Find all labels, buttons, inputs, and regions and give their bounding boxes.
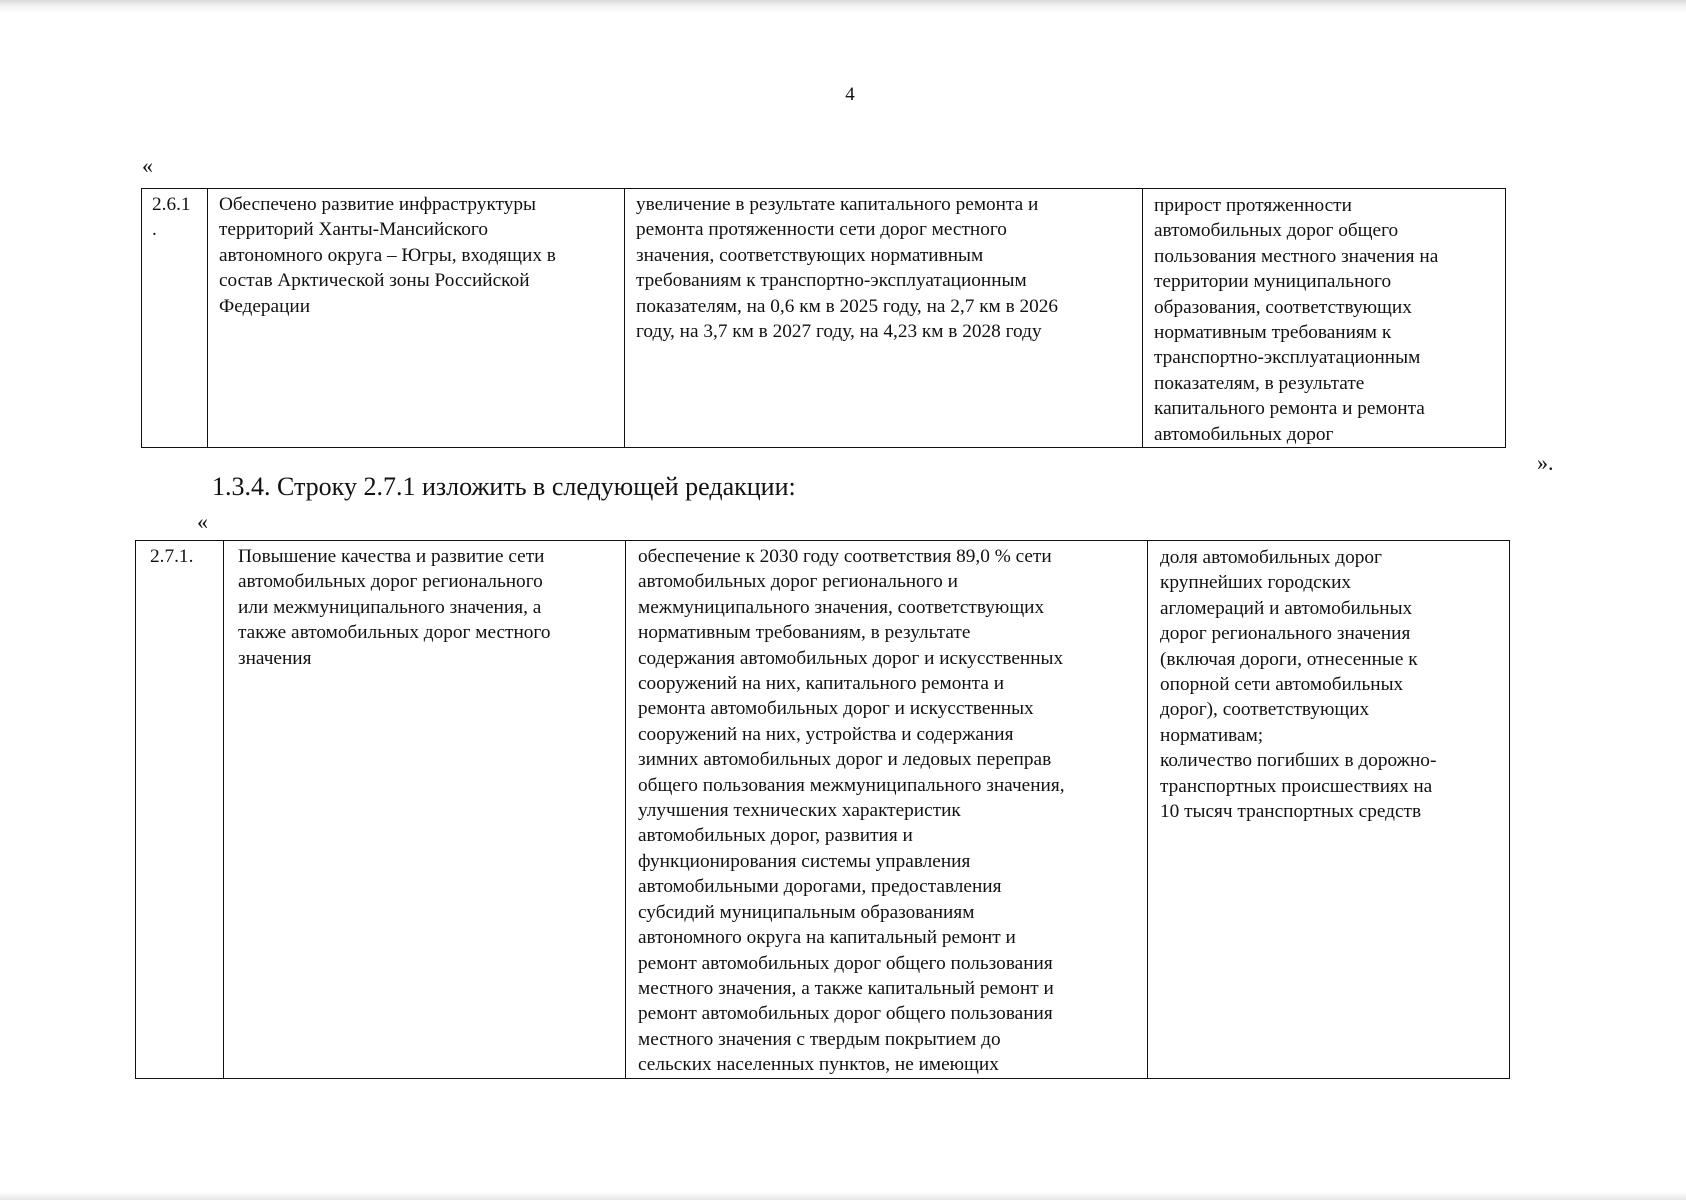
- table-row-2-7-1: [135, 540, 1510, 1079]
- scan-edge-bottom: [0, 1192, 1686, 1200]
- row-number-cell: [136, 541, 224, 1079]
- opening-quote-2: «: [197, 509, 208, 534]
- indicator-cell: [1148, 541, 1510, 1079]
- result-text: обеспечение к 2030 году соответствия 89,0 % сети автомобильных дорог регионального и межмуниципального значения, соответствующих нормативным требованиям, в результате содержания автомобильных дорог и искусственных сооружений на них, капитального ремонта и ремонта автомобильных дорог и искусственных сооружений на них, устройства и содержания зимних автомобильных дорог и ледовых переправ общего пользования межмуниципального значения, улучшения технических характеристик автомобильных дорог, развития и функционирования системы управления автомобильными дорогами, предоставления субсидий муниципальным образованиям автономного округа на капитальный ремонт и ремонт автомобильных дорог общего пользования местного значения, а также капитальный ремонт и ремонт автомобильных дорог общего пользования местного значения с твердым покрытием до сельских населенных пунктов, не имеющих: [638, 546, 1065, 1076]
- goal-text: Повышение качества и развитие сети автомобильных дорог регионального или межмуниципального значения, а также автомобильных дорог местного значения: [238, 546, 551, 669]
- result-cell: [625, 189, 1143, 448]
- indicator-text: доля автомобильных дорог крупнейших городских агломераций и автомобильных дорог регионального значения (включая дороги, отнесенные к опорной сети автомобильных дорог), соответствующих нормативам; количество погибших в дорожно- транспортных происшествиях на 10 тысяч транспортных средств: [1160, 547, 1437, 823]
- row-number: 2.7.1.: [150, 546, 194, 567]
- table-row-2-6-1: [141, 188, 1506, 448]
- indicator-text: прирост протяженности автомобильных дорог общего пользования местного значения на территории муниципального образования, соответствующих нормативным требованиям к транспортно-эксплуатационным показателям, в результате капитального ремонта и ремонта автомобильных дорог: [1154, 195, 1439, 445]
- row-number: 2.6.1 .: [152, 194, 191, 241]
- result-cell: [626, 541, 1148, 1079]
- amendment-instruction: 1.3.4. Строку 2.7.1 изложить в следующей редакции:: [212, 472, 796, 501]
- page-number: 4: [845, 84, 855, 105]
- indicator-cell: [1143, 189, 1506, 448]
- scan-edge-top: [0, 0, 1686, 14]
- opening-quote-1: «: [142, 153, 153, 178]
- row-number-cell: [142, 189, 208, 448]
- result-text: увеличение в результате капитального ремонта и ремонта протяженности сети дорог местного значения, соответствующих нормативным требованиям к транспортно-эксплуатационным показателям, на 0,6 км в 2025 году, на 2,7 км в 2026 году, на 3,7 км в 2027 году, на 4,23 км в 2028 году: [636, 194, 1059, 343]
- goal-text: Обеспечено развитие инфраструктуры территорий Ханты-Мансийского автономного округа – Югры, входящих в состав Арктической зоны Российской Федерации: [219, 194, 556, 317]
- goal-cell: [224, 541, 626, 1079]
- closing-quote: ».: [1537, 450, 1554, 475]
- goal-cell: [208, 189, 625, 448]
